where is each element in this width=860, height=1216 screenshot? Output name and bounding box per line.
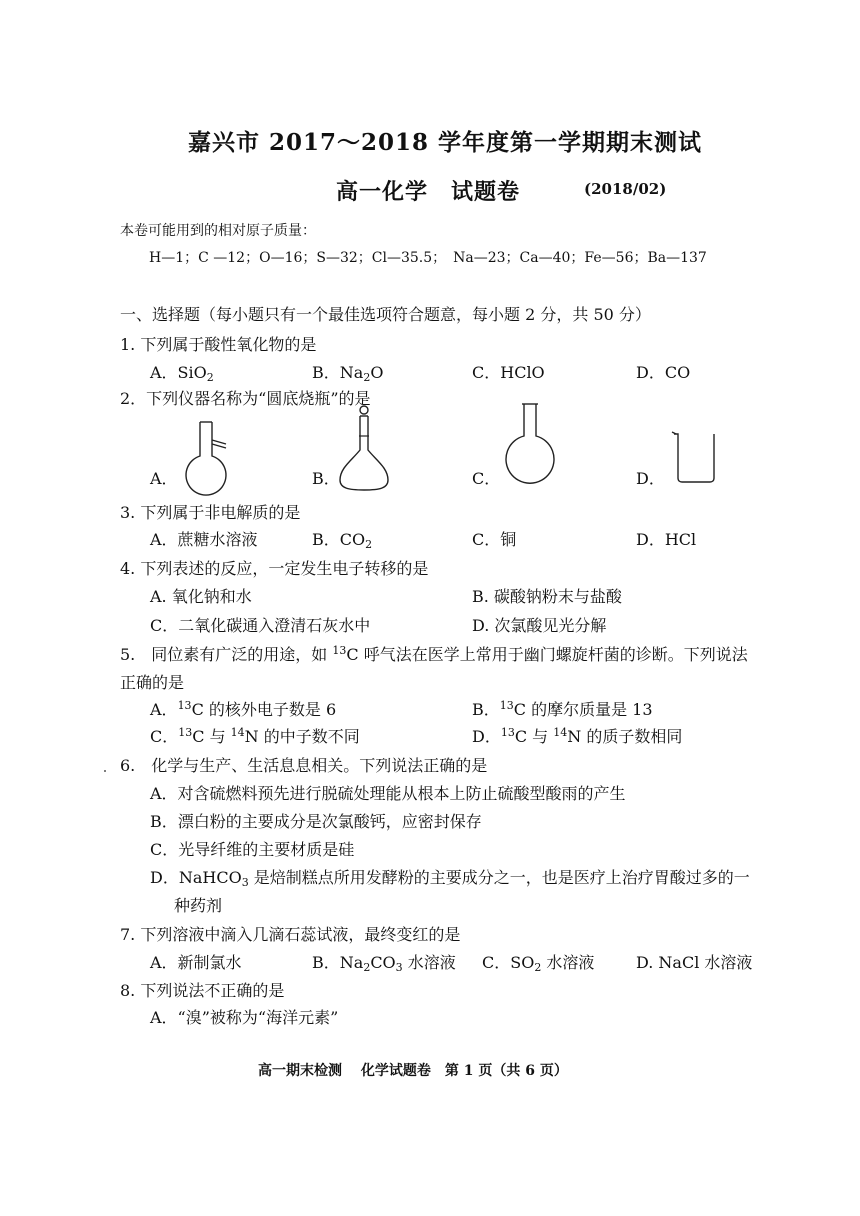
question-6-option-b: B．漂白粉的主要成分是次氯酸钙，应密封保存 bbox=[150, 812, 482, 831]
question-4-stem: 4. 下列表述的反应，一定发生电子转移的是 bbox=[120, 559, 429, 578]
scan-speck bbox=[104, 770, 106, 772]
question-1-option-c: C．HClO bbox=[472, 363, 545, 382]
question-4-option-a: A. 氧化钠和水 bbox=[150, 587, 252, 606]
question-4-option-c: C．二氧化碳通入澄清石灰水中 bbox=[150, 616, 371, 635]
question-3-stem: 3. 下列属于非电解质的是 bbox=[120, 503, 301, 522]
volumetric-flask-icon bbox=[334, 402, 394, 494]
exam-date: (2018/02) bbox=[584, 180, 667, 198]
question-1-option-b: B．$Na_2O$ bbox=[312, 363, 384, 384]
exam-subtitle: 高一化学 试题卷 bbox=[336, 179, 521, 205]
question-6-option-d: D．NaHCO$_3$ 是焙制糕点所用发酵粉的主要成分之一，也是医疗上治疗胃酸过多的一 bbox=[150, 868, 750, 889]
atomic-mass-label: 本卷可能用到的相对原子质量： bbox=[120, 223, 316, 239]
question-7-option-c: C．$SO_2$ 水溶液 bbox=[482, 953, 595, 974]
question-1-option-a: A．SiO$_2$ bbox=[150, 363, 214, 384]
question-5-option-a: A．$^{13}$C 的核外电子数是 6 bbox=[150, 699, 337, 719]
question-2-option-d-label: D． bbox=[636, 469, 665, 488]
question-5-option-b: B．$^{13}$C 的摩尔质量是 13 bbox=[472, 699, 653, 719]
question-5-stem: 5. 同位素有广泛的用途，如 $^{13}$C 呼气法在医学上常用于幽门螺旋杆菌的诊断。下列说法 bbox=[120, 644, 748, 664]
question-6-stem: 6. 化学与生产、生活息息相关。下列说法正确的是 bbox=[120, 756, 488, 775]
question-6-option-a: A．对含硫燃料预先进行脱硫处理能从根本上防止硫酸型酸雨的产生 bbox=[150, 784, 626, 803]
question-7-option-d: D. NaCl 水溶液 bbox=[636, 953, 753, 972]
question-3-option-c: C．铜 bbox=[472, 530, 517, 549]
question-6-option-d-cont: 种药剂 bbox=[174, 896, 223, 915]
distillation-flask-icon bbox=[176, 418, 236, 496]
question-5-option-d: D．$^{13}$C 与 $^{14}$N 的质子数相同 bbox=[472, 726, 683, 746]
section-heading: 一、选择题（每小题只有一个最佳选项符合题意，每小题 2 分，共 50 分） bbox=[120, 305, 651, 324]
question-1-option-d: D．CO bbox=[636, 363, 691, 382]
question-8-stem: 8. 下列说法不正确的是 bbox=[120, 981, 285, 1000]
round-bottom-flask-icon bbox=[500, 400, 560, 484]
question-8-option-a: A．“溴”被称为“海洋元素” bbox=[150, 1008, 339, 1027]
atomic-mass-values: H—1；C —12；O—16；S—32；Cl—35.5； Na—23；Ca—40；Fe—56；Ba—137 bbox=[149, 250, 707, 266]
question-3-option-b: B．$CO_2$ bbox=[312, 530, 373, 551]
question-1-stem: 1. 下列属于酸性氧化物的是 bbox=[120, 335, 317, 354]
question-5-stem-cont: 正确的是 bbox=[120, 673, 185, 692]
question-6-option-c: C．光导纤维的主要材质是硅 bbox=[150, 840, 355, 859]
page-footer: 高一期末检测 化学试题卷 第 1 页（共 6 页） bbox=[258, 1063, 568, 1079]
question-7-option-a: A．新制氯水 bbox=[150, 953, 242, 972]
question-7-stem: 7. 下列溶液中滴入几滴石蕊试液，最终变红的是 bbox=[120, 925, 461, 944]
question-2-option-c-label: C． bbox=[472, 469, 501, 488]
question-3-option-a: A．蔗糖水溶液 bbox=[150, 530, 258, 549]
question-2-option-a-label: A． bbox=[150, 469, 178, 488]
question-5-option-c: C．$^{13}$C 与 $^{14}$N 的中子数不同 bbox=[150, 726, 360, 746]
question-4-option-b: B. 碳酸钠粉末与盐酸 bbox=[472, 587, 622, 606]
beaker-icon bbox=[670, 428, 722, 484]
question-7-option-b: B．$Na_2CO_3$ 水溶液 bbox=[312, 953, 456, 974]
question-4-option-d: D. 次氯酸见光分解 bbox=[472, 616, 607, 635]
exam-title: 嘉兴市 2017～2018 学年度第一学期期末测试 bbox=[188, 129, 703, 156]
question-2-stem: 2．下列仪器名称为“圆底烧瓶”的是 bbox=[120, 389, 371, 408]
question-2-option-b-label: B． bbox=[312, 469, 340, 488]
question-3-option-d: D．HCl bbox=[636, 530, 697, 549]
